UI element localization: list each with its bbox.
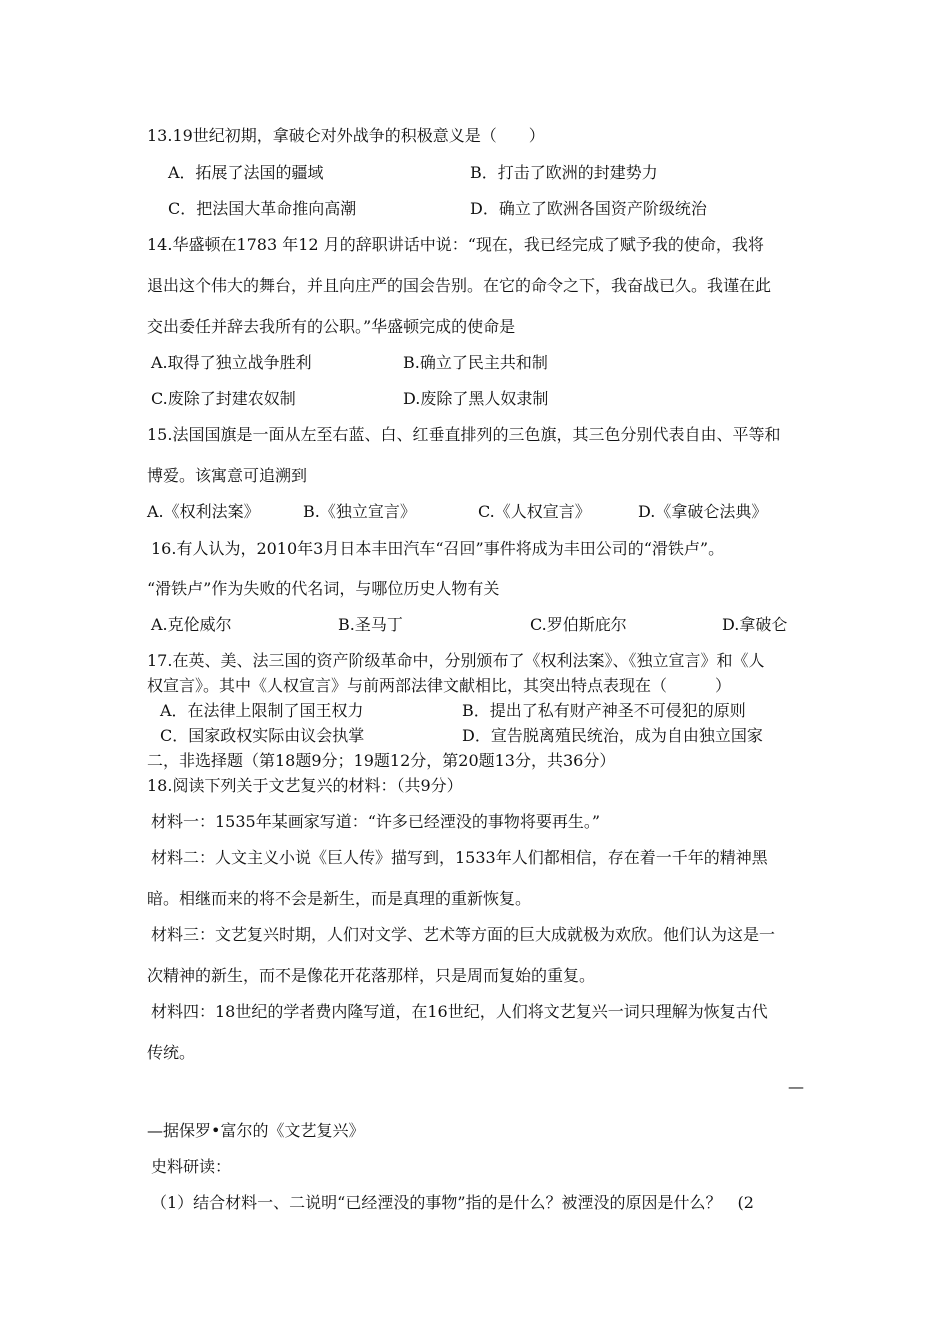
material-2-line-1: 材料二：人文主义小说《巨人传》描写到，1533年人们都相信，存在着一千年的精神黑	[151, 848, 768, 867]
question-17-option-c: C．国家政权实际由议会执掌	[160, 726, 365, 745]
question-14-option-d: D.废除了黑人奴隶制	[403, 389, 549, 408]
question-15-line-2: 博爱。该寓意可追溯到	[147, 466, 308, 485]
question-14-line-3: 交出委任并辞去我所有的公职。”华盛顿完成的使命是	[147, 317, 516, 336]
question-15-option-b: B.《独立宣言》	[303, 502, 416, 521]
question-13-stem: 13.19世纪初期，拿破仑对外战争的积极意义是（ ）	[147, 126, 545, 145]
question-17-line-1: 17.在英、美、法三国的资产阶级革命中，分别颁布了《权利法案》、《独立宣言》和《人	[147, 651, 765, 670]
question-14-line-2: 退出这个伟大的舞台，并且向庄严的国会告别。在它的命令之下，我奋战已久。我谨在此	[147, 276, 772, 295]
question-13-option-b: B．打击了欧洲的封建势力	[470, 163, 658, 182]
question-15-option-d: D.《拿破仑法典》	[638, 502, 768, 521]
question-14-option-c: C.废除了封建农奴制	[151, 389, 296, 408]
question-14-line-1: 14.华盛顿在1783 年12 月的辞职讲话中说：“现在，我已经完成了赋予我的使命，我将	[147, 235, 764, 254]
question-15-option-a: A.《权利法案》	[147, 502, 260, 521]
question-15-option-c: C.《人权宣言》	[478, 502, 591, 521]
sub-question-1: （1）结合材料一、二说明“已经湮没的事物”指的是什么？被湮没的原因是什么？ (2	[151, 1193, 754, 1212]
question-16-option-b: B.圣马丁	[338, 615, 403, 634]
question-16-line-1: 16.有人认为，2010年3月日本丰田汽车“召回”事件将成为丰田公司的“滑铁卢”。	[151, 539, 725, 558]
question-17-option-d: D．宣告脱离殖民统治，成为自由独立国家	[462, 726, 763, 745]
question-17-line-2: 权宣言》。其中《人权宣言》与前两部法律文献相比，其突出特点表现在（ ）	[147, 676, 732, 695]
question-16-option-c: C.罗伯斯庇尔	[530, 615, 627, 634]
source-citation: —据保罗•富尔的《文艺复兴》	[147, 1121, 365, 1140]
question-15-line-1: 15.法国国旗是一面从左至右蓝、白、红垂直排列的三色旗，其三色分别代表自由、平等和	[147, 425, 781, 444]
question-13-option-d: D．确立了欧洲各国资产阶级统治	[470, 199, 707, 218]
question-13-option-a: A．拓展了法国的疆域	[168, 163, 324, 182]
question-16-option-d: D.拿破仑	[722, 615, 788, 634]
material-3-line-1: 材料三：文艺复兴时期，人们对文学、艺术等方面的巨大成就极为欢欣。他们认为这是一	[151, 925, 776, 944]
material-4-line-1: 材料四：18世纪的学者费内隆写道，在16世纪，人们将文艺复兴一词只理解为恢复古代	[151, 1002, 768, 1021]
question-14-option-a: A.取得了独立战争胜利	[151, 353, 312, 372]
material-4-line-2: 传统。	[147, 1043, 196, 1062]
question-17-option-b: B．提出了私有财产神圣不可侵犯的原则	[462, 701, 746, 720]
reading-heading: 史料研读：	[151, 1157, 232, 1176]
question-17-option-a: A．在法律上限制了国王权力	[160, 701, 364, 720]
material-1: 材料一：1535年某画家写道：“许多已经湮没的事物将要再生。”	[151, 812, 601, 831]
section-2-heading: 二，非选择题（第18题9分；19题12分，第20题13分，共36分）	[147, 751, 616, 770]
material-3-line-2: 次精神的新生，而不是像花开花落那样，只是周而复始的重复。	[147, 966, 596, 985]
question-18-stem: 18.阅读下列关于文艺复兴的材料：（共9分）	[147, 776, 463, 795]
source-dash: —	[788, 1077, 804, 1096]
question-16-line-2: “滑铁卢”作为失败的代名词，与哪位历史人物有关	[147, 579, 500, 598]
question-14-option-b: B.确立了民主共和制	[403, 353, 548, 372]
question-16-option-a: A.克伦威尔	[151, 615, 232, 634]
question-13-option-c: C．把法国大革命推向高潮	[168, 199, 357, 218]
material-2-line-2: 暗。相继而来的将不会是新生，而是真理的重新恢复。	[147, 889, 532, 908]
